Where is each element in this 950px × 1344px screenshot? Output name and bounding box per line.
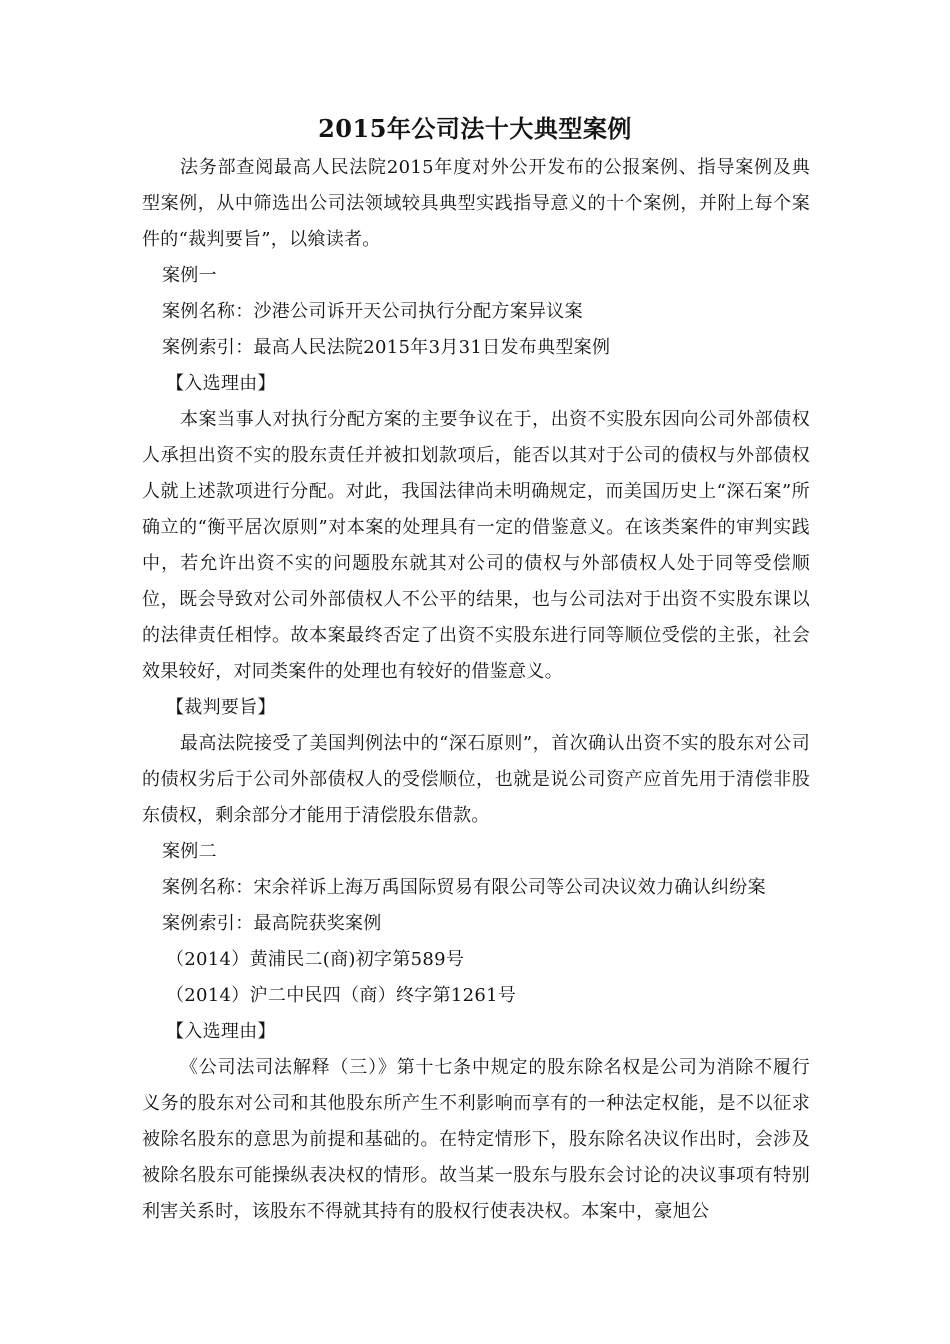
case1-index: 案例索引：最高人民法院2015年3月31日发布典型案例 xyxy=(162,337,611,358)
case1-name: 案例名称：沙港公司诉开天公司执行分配方案异议案 xyxy=(162,301,583,322)
case1-gist-paragraph: 最高法院接受了美国判例法中的“深石原则”，首次确认出资不实的股东对公司的债权劣后于公司外部债权人的受偿顺位，也就是说公司资产应首先用于清偿非股东债权，剩余部分才能用于清偿股东借款。 xyxy=(142,733,810,826)
document-body xyxy=(142,150,810,1230)
case2-label: 案例二 xyxy=(162,841,217,862)
case2-index: 案例索引：最高院获奖案例 xyxy=(162,913,382,934)
intro-paragraph: 法务部查阅最高人民法院2015年度对外公开发布的公报案例、指导案例及典型案例，从中筛选出公司法领域较具典型实践指导意义的十个案例，并附上每个案件的“裁判要旨”，以飨读者。 xyxy=(142,157,810,250)
case2-name: 案例名称：宋余祥诉上海万禹国际贸易有限公司等公司决议效力确认纠纷案 xyxy=(162,877,766,898)
case1-reason-paragraph: 本案当事人对执行分配方案的主要争议在于，出资不实股东因向公司外部债权人承担出资不实的股东责任并被扣划款项后，能否以其对于公司的债权与外部债权人就上述款项进行分配。对此，我国法律尚未明确规定，而美国历史上“深石案”所确立的“衡平居次原则”对本案的处理具有一定的借鉴意义。在该类案件的审判实践中，若允许出资不实的问题股东就其对公司的债权与外部债权人处于同等受偿顺位，既会导致对公司外部债权人不公平的结果，也与公司法对于出资不实股东课以的法律责任相悖。故本案最终否定了出资不实股东进行同等顺位受偿的主张，社会效果较好，对同类案件的处理也有较好的借鉴意义。 xyxy=(142,409,810,682)
case2-docket-second: （2014）沪二中民四（商）终字第1261号 xyxy=(166,985,517,1006)
case2-reason-heading: 【入选理由】 xyxy=(166,1021,276,1042)
case1-label: 案例一 xyxy=(162,265,217,286)
document-title: 2015年公司法十大典型案例 xyxy=(318,114,632,143)
case2-docket-first: （2014）黄浦民二(商)初字第589号 xyxy=(166,949,465,970)
case2-reason-paragraph: 《公司法司法解释（三）》第十七条中规定的股东除名权是公司为消除不履行义务的股东对公司和其他股东所产生不利影响而享有的一种法定权能，是不以征求被除名股东的意思为前提和基础的。在特定情形下，股东除名决议作出时，会涉及被除名股东可能操纵表决权的情形。故当某一股东与股东会讨论的决议事项有特别利害关系时，该股东不得就其持有的股权行使表决权。本案中，豪旭公 xyxy=(142,1057,810,1222)
case1-reason-heading: 【入选理由】 xyxy=(166,373,276,394)
case1-gist-heading: 【裁判要旨】 xyxy=(166,697,276,718)
